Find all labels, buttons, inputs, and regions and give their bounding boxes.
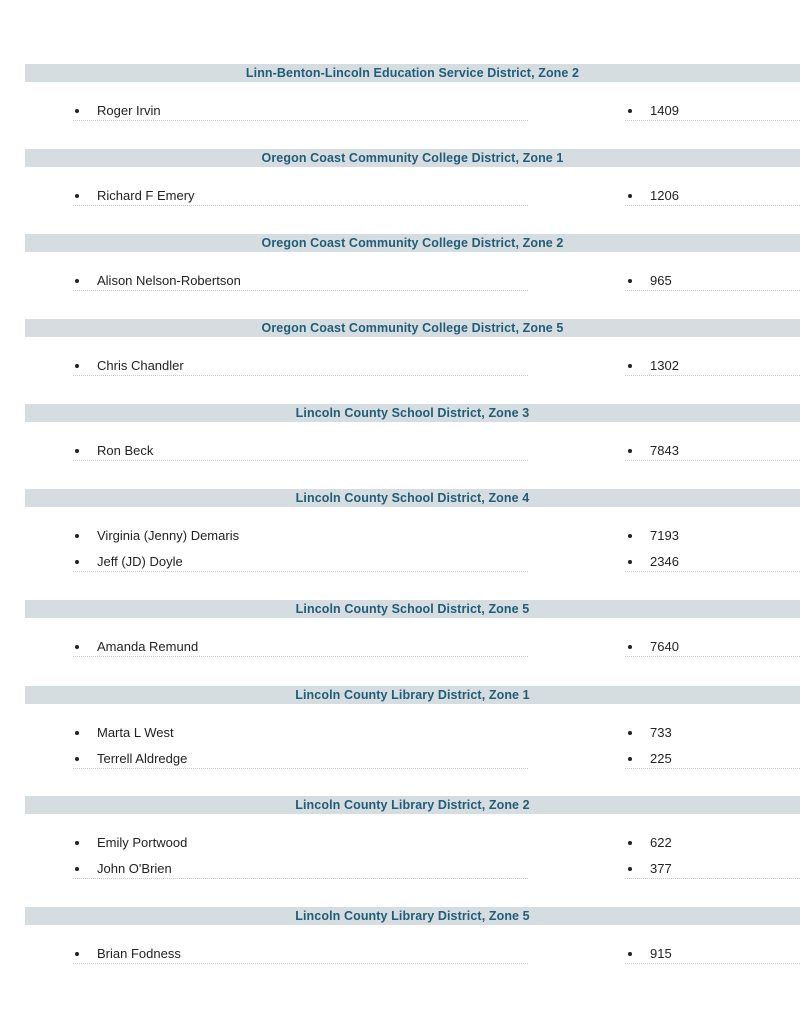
- bullet-icon: [75, 279, 79, 283]
- race-title: Lincoln County Library District, Zone 1: [25, 686, 800, 704]
- bullet-icon: [75, 194, 79, 198]
- bullet-icon: [628, 867, 632, 871]
- candidate-name: Terrell Aldredge: [97, 751, 188, 766]
- divider: [73, 878, 528, 879]
- bullet-icon: [628, 279, 632, 283]
- bullet-icon: [628, 560, 632, 564]
- race-section: [25, 234, 800, 288]
- bullet-icon: [75, 560, 79, 564]
- divider: [73, 120, 528, 121]
- bullet-icon: [628, 194, 632, 198]
- candidate-row: [25, 356, 800, 376]
- candidate-votes: 7640: [650, 639, 679, 654]
- divider: [73, 205, 528, 206]
- candidate-name: Chris Chandler: [97, 358, 184, 373]
- divider: [625, 878, 800, 879]
- candidate-votes: 2346: [650, 554, 679, 569]
- divider: [625, 571, 800, 572]
- candidate-votes: 7193: [650, 528, 679, 543]
- divider: [625, 290, 800, 291]
- bullet-icon: [75, 364, 79, 368]
- divider: [73, 656, 528, 657]
- divider: [73, 290, 528, 291]
- bullet-icon: [628, 757, 632, 761]
- divider: [625, 768, 800, 769]
- candidate-name: Marta L West: [97, 725, 174, 740]
- bullet-icon: [75, 109, 79, 113]
- bullet-icon: [75, 731, 79, 735]
- divider: [73, 460, 528, 461]
- divider: [73, 375, 528, 376]
- bullet-icon: [628, 109, 632, 113]
- race-title: Oregon Coast Community College District, Zone 5: [25, 319, 800, 337]
- divider: [625, 120, 800, 121]
- divider: [625, 963, 800, 964]
- race-section: [25, 404, 800, 458]
- race-title: Lincoln County Library District, Zone 5: [25, 907, 800, 925]
- candidate-row: [25, 526, 800, 546]
- candidate-row: [25, 637, 800, 657]
- candidate-votes: 1206: [650, 188, 679, 203]
- candidate-row: [25, 552, 800, 572]
- candidate-name: Emily Portwood: [97, 835, 188, 850]
- race-section: [25, 319, 800, 373]
- bullet-icon: [75, 449, 79, 453]
- candidate-row: [25, 271, 800, 291]
- candidate-name: Amanda Remund: [97, 639, 199, 654]
- divider: [73, 963, 528, 964]
- bullet-icon: [75, 952, 79, 956]
- race-section: [25, 489, 800, 569]
- candidate-name: Brian Fodness: [97, 946, 181, 961]
- race-title: Lincoln County School District, Zone 5: [25, 600, 800, 618]
- race-section: [25, 600, 800, 654]
- candidate-name: Virginia (Jenny) Demaris: [97, 528, 240, 543]
- race-title: Lincoln County Library District, Zone 2: [25, 796, 800, 814]
- race-title: Oregon Coast Community College District, Zone 2: [25, 234, 800, 252]
- divider: [625, 656, 800, 657]
- candidate-row: [25, 833, 800, 853]
- candidate-row: [25, 859, 800, 879]
- candidate-name: Roger Irvin: [97, 103, 161, 118]
- candidate-votes: 225: [650, 751, 672, 766]
- bullet-icon: [628, 731, 632, 735]
- bullet-icon: [628, 534, 632, 538]
- bullet-icon: [628, 841, 632, 845]
- candidate-votes: 377: [650, 861, 672, 876]
- candidate-votes: 733: [650, 725, 672, 740]
- candidate-votes: 1409: [650, 103, 679, 118]
- divider: [73, 768, 528, 769]
- race-section: [25, 149, 800, 203]
- race-section: [25, 907, 800, 961]
- candidate-name: Richard F Emery: [97, 188, 195, 203]
- bullet-icon: [75, 534, 79, 538]
- candidate-row: [25, 186, 800, 206]
- bullet-icon: [628, 364, 632, 368]
- bullet-icon: [75, 645, 79, 649]
- race-section: [25, 64, 800, 118]
- race-title: Lincoln County School District, Zone 4: [25, 489, 800, 507]
- divider: [625, 205, 800, 206]
- race-title: Linn-Benton-Lincoln Education Service District, Zone 2: [25, 64, 800, 82]
- race-title: Oregon Coast Community College District, Zone 1: [25, 149, 800, 167]
- candidate-votes: 965: [650, 273, 672, 288]
- bullet-icon: [628, 645, 632, 649]
- candidate-row: [25, 944, 800, 964]
- candidate-name: Ron Beck: [97, 443, 154, 458]
- divider: [625, 375, 800, 376]
- bullet-icon: [75, 841, 79, 845]
- candidate-row: [25, 101, 800, 121]
- race-section: [25, 796, 800, 876]
- candidate-name: John O'Brien: [97, 861, 172, 876]
- divider: [73, 571, 528, 572]
- race-title: Lincoln County School District, Zone 3: [25, 404, 800, 422]
- bullet-icon: [75, 867, 79, 871]
- candidate-row: [25, 441, 800, 461]
- candidate-name: Alison Nelson-Robertson: [97, 273, 241, 288]
- bullet-icon: [75, 757, 79, 761]
- candidate-name: Jeff (JD) Doyle: [97, 554, 183, 569]
- bullet-icon: [628, 952, 632, 956]
- candidate-votes: 7843: [650, 443, 679, 458]
- candidate-row: [25, 723, 800, 743]
- candidate-votes: 915: [650, 946, 672, 961]
- candidate-votes: 622: [650, 835, 672, 850]
- candidate-votes: 1302: [650, 358, 679, 373]
- bullet-icon: [628, 449, 632, 453]
- divider: [625, 460, 800, 461]
- candidate-row: [25, 749, 800, 769]
- race-section: [25, 686, 800, 766]
